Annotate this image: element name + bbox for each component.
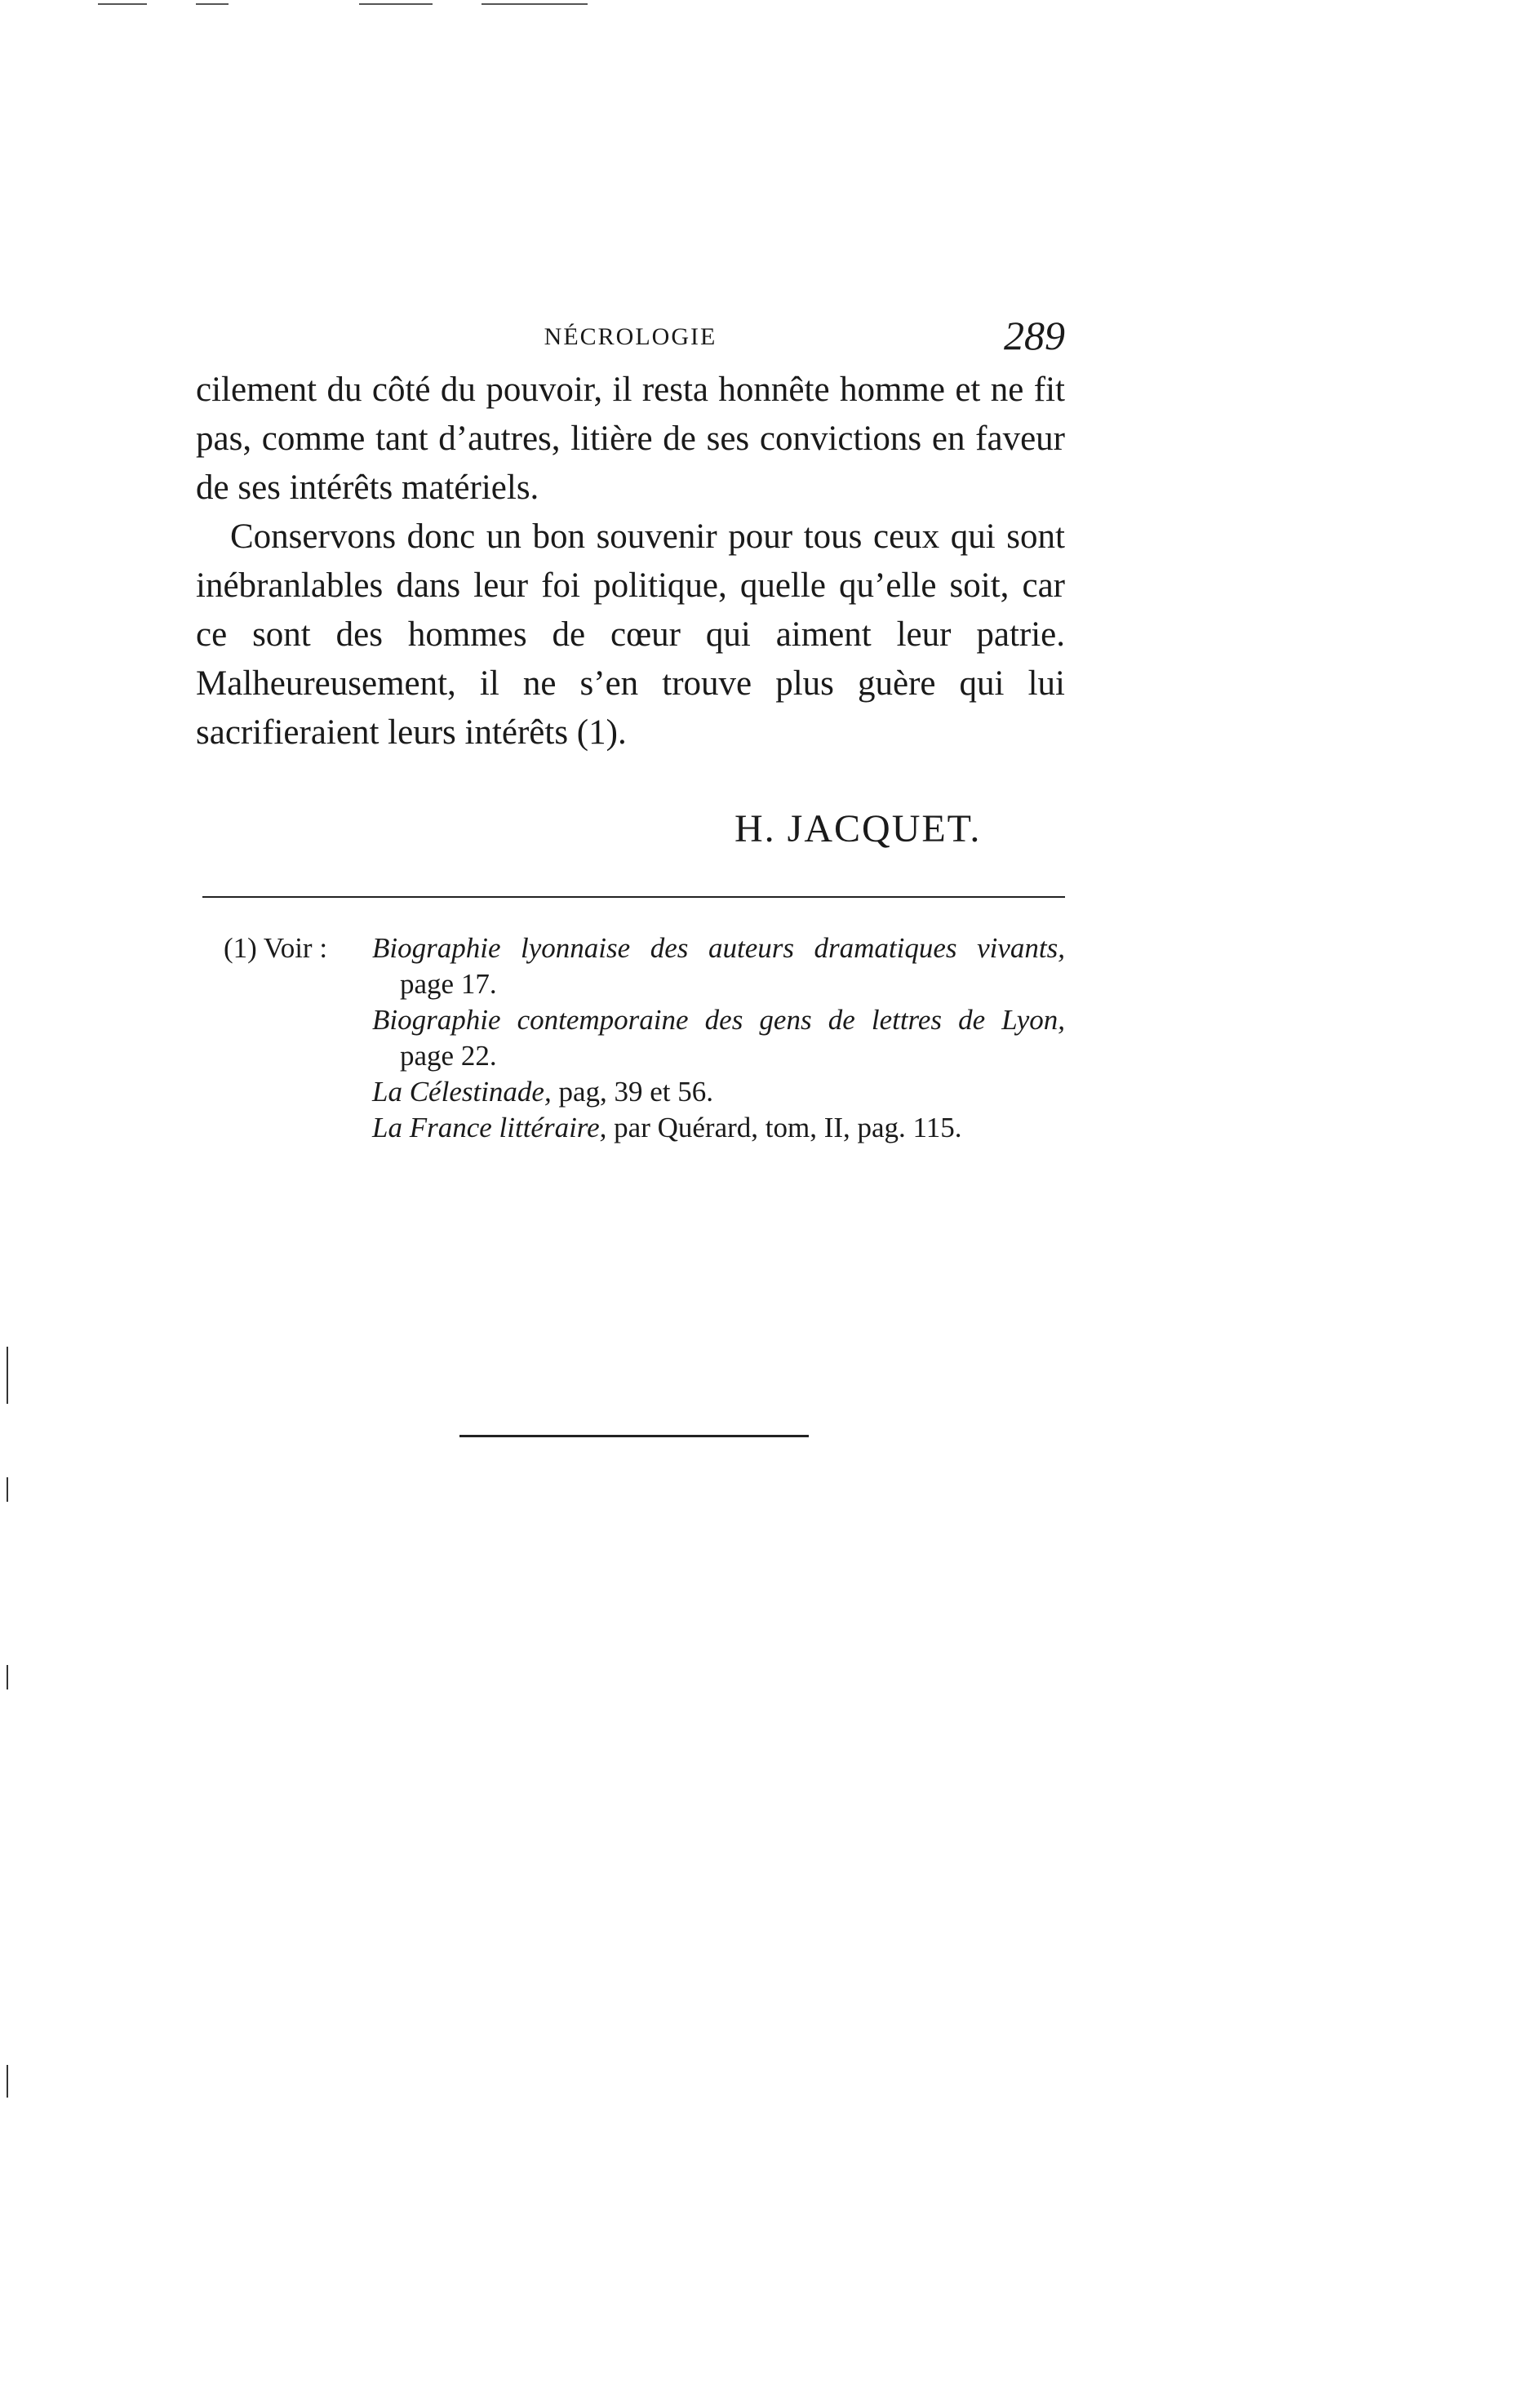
footnote-line [224,1074,1065,1110]
footnote-marker: (1) Voir : [224,932,328,964]
footnote-line [224,1038,1065,1074]
paragraph: Conservons donc un bon souvenir pour tous ceux qui sont inébranlables dans leur foi politique, quelle qu’elle soit, car ce sont des hommes de cœur qui aiment leur patrie. Malheureusement, il ne s’en trouve plus guère qui lui sacrifieraient leurs intérêts (1). [196,517,1065,752]
page-number: 289 [1004,313,1065,358]
scan-edge-mark [7,1665,8,1689]
footnote-divider [202,896,1065,898]
footnote-entry-title: Biographie lyonnaise des auteurs dramatiques vivants, [372,932,1065,964]
running-head: NÉCROLOGIE [544,323,717,350]
end-rule [459,1435,809,1437]
footnote-entry-title: Biographie contemporaine des gens de lettres de Lyon, [372,1004,1065,1036]
author-signature: H. JACQUET. [734,807,982,850]
scan-edge-mark [7,1347,8,1404]
footnote-line [224,1110,1065,1146]
scan-edge-mark [7,2065,8,2098]
footnote-entry-title: La France littéraire, [372,1112,607,1143]
footnote-line [224,1002,1065,1038]
body-text [196,366,1065,757]
scan-artifact-marks [98,3,588,7]
footnote-entry-title: La Célestinade, [372,1076,552,1108]
footnote-entry-page: page 17. [400,968,497,1000]
footnote-entry [372,1110,962,1146]
scan-edge-mark [7,1477,8,1502]
footnote-entry-detail: par Quérard, tom, II, pag. 115. [606,1112,962,1143]
page-header [196,313,1065,366]
footnote-line [224,930,1065,966]
footnote-line [224,966,1065,1002]
footnote-entry [372,1074,713,1110]
paragraph: cilement du côté du pouvoir, il resta honnête homme et ne fit pas, comme tant d’autres, litière de ses convictions en faveur de ses intérêts matériels. [196,371,1065,507]
footnotes [224,930,1065,1146]
footnote-entry-page: page 22. [400,1040,497,1072]
footnote-entry-detail: pag, 39 et 56. [551,1076,714,1108]
